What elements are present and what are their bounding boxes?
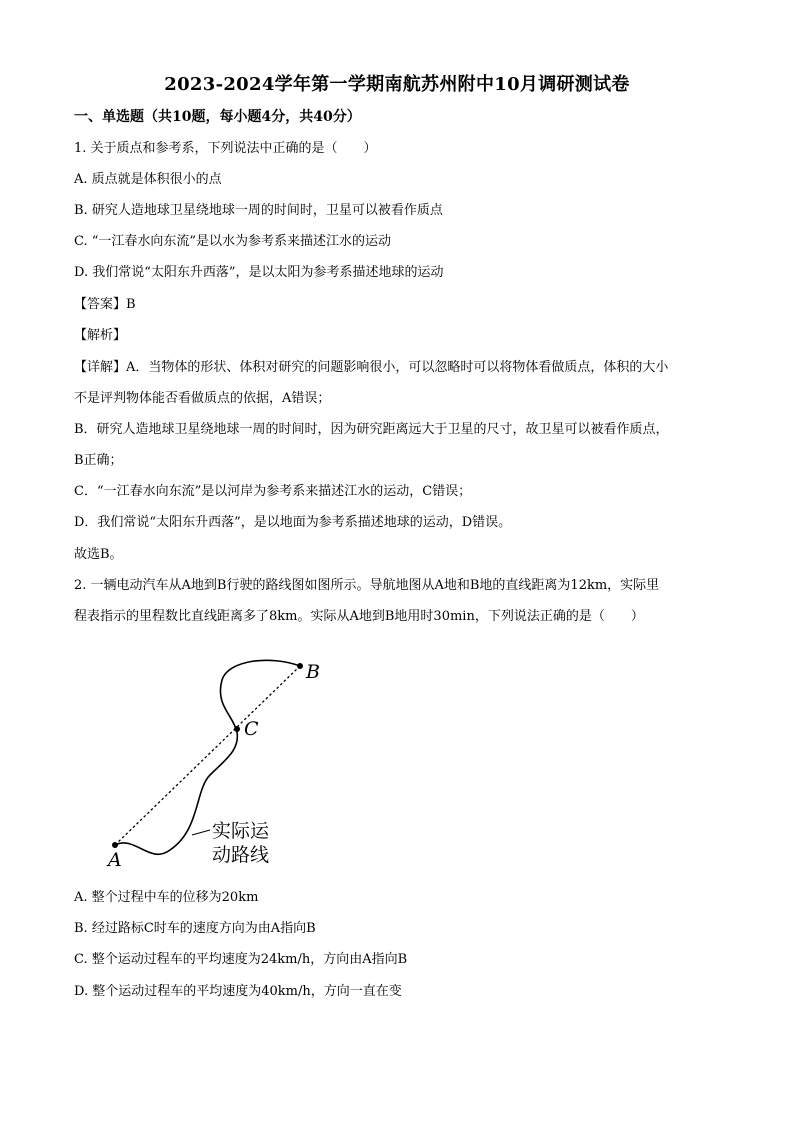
- label-b: B: [306, 661, 320, 683]
- page-title: 2023-2024学年第一学期南航苏州附中10月调研测试卷: [164, 74, 630, 95]
- q2-option-c: C. 整个运动过程车的平均速度为24km/h，方向由A指向B: [74, 952, 408, 967]
- detail-text: A．当物体的形状、体积对研究的问题影响很小，可以忽略时可以将物体看做质点，体积的大小: [126, 360, 669, 375]
- q1-detail-line-6: D．我们常说“太阳东升西落”，是以地面为参考系描述地球的运动，D错误。: [74, 515, 512, 530]
- detail-tag: 【详解】: [74, 360, 127, 375]
- q2-option-a: A. 整个过程中车的位移为20km: [74, 890, 259, 905]
- answer-value: B: [126, 297, 136, 312]
- route-label-line-1: 实际运: [212, 820, 270, 842]
- point-b: [297, 663, 303, 669]
- q1-analysis-tag: 【解析】: [74, 328, 127, 343]
- point-a: [112, 842, 118, 848]
- point-c: [234, 726, 240, 732]
- q2-stem-line-1: 2. 一辆电动汽车从A地到B行驶的路线图如图所示。导航地图从A地和B地的直线距离为12km，实际里: [74, 578, 660, 593]
- displacement-line: [115, 666, 300, 845]
- label-c: C: [244, 718, 259, 740]
- answer-tag: 【答案】: [74, 297, 127, 312]
- actual-route-path: [115, 660, 300, 854]
- q1-answer: [74, 296, 136, 314]
- route-label-leader: [192, 830, 210, 835]
- q1-option-c: C. “一江春水向东流”是以水为参考系来描述江水的运动: [74, 234, 392, 249]
- q2-stem-line-2: 程表指示的里程数比直线距离多了8km。实际从A地到B地用时30min，下列说法正确的是（ ）: [74, 609, 644, 624]
- route-diagram: [100, 650, 340, 880]
- q1-conclusion: 故选B。: [74, 547, 123, 562]
- label-a: A: [108, 849, 122, 871]
- q1-detail-line-1: [74, 359, 668, 377]
- section-heading: 一、单选题（共10题，每小题4分，共40分）: [74, 109, 361, 125]
- route-label-line-2: 动路线: [212, 844, 270, 866]
- q1-option-d: D. 我们常说“太阳东升西落”，是以太阳为参考系描述地球的运动: [74, 265, 444, 280]
- q1-detail-line-2: 不是评判物体能否看做质点的依据，A错误；: [74, 391, 331, 406]
- q1-option-b: B. 研究人造地球卫星绕地球一周的时间时，卫星可以被看作质点: [74, 203, 443, 218]
- q1-stem: 1. 关于质点和参考系，下列说法中正确的是（ ）: [74, 141, 377, 156]
- q1-detail-line-5: C．“一江春水向东流”是以河岸为参考系来描述江水的运动，C错误；: [74, 484, 472, 499]
- q1-option-a: A. 质点就是体积很小的点: [74, 172, 222, 187]
- q1-detail-line-4: B正确；: [74, 453, 123, 468]
- q1-detail-line-3: B．研究人造地球卫星绕地球一周的时间时，因为研究距离远大于卫星的尺寸，故卫星可以被看作质点，: [74, 422, 669, 437]
- q2-option-d: D. 整个运动过程车的平均速度为40km/h，方向一直在变: [74, 984, 402, 999]
- q2-option-b: B. 经过路标C时车的速度方向为由A指向B: [74, 921, 316, 936]
